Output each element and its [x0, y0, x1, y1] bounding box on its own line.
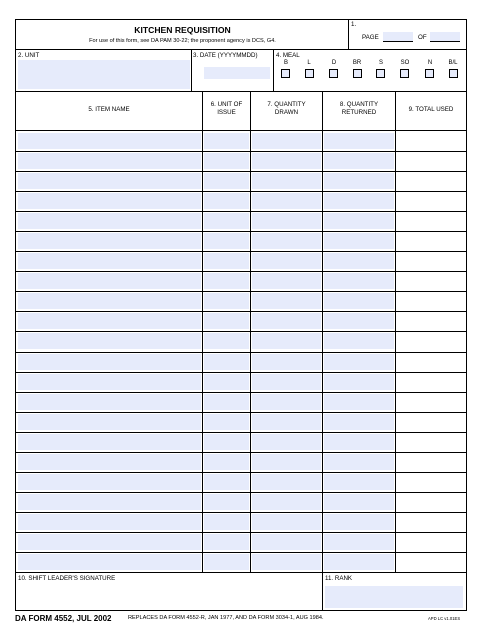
meal-option-n-label: N	[427, 60, 433, 66]
unit-of-issue-cell[interactable]	[204, 153, 249, 169]
unit-of-issue-cell[interactable]	[204, 454, 249, 470]
quantity-returned-cell[interactable]	[324, 253, 394, 269]
date-field[interactable]	[204, 67, 270, 79]
row-divider	[16, 492, 466, 493]
total-used-cell[interactable]	[397, 193, 465, 209]
block-number: 1.	[351, 21, 357, 28]
total-used-cell[interactable]	[397, 414, 465, 430]
meal-option-d-label: D	[331, 60, 337, 66]
item-name-cell[interactable]	[18, 233, 201, 249]
quantity-drawn-cell[interactable]	[252, 253, 321, 269]
unit-of-issue-cell[interactable]	[204, 434, 249, 450]
row-divider	[16, 331, 466, 332]
item-name-cell[interactable]	[18, 534, 201, 550]
item-name-cell[interactable]	[18, 374, 201, 390]
row-divider	[16, 352, 466, 353]
quantity-returned-cell[interactable]	[324, 133, 394, 149]
row-divider	[16, 291, 466, 292]
item-name-header: 5. ITEM NAME	[88, 106, 130, 113]
unit-of-issue-cell[interactable]	[204, 394, 249, 410]
quantity-drawn-cell[interactable]	[252, 153, 321, 169]
quantity-returned-cell[interactable]	[324, 454, 394, 470]
item-name-cell[interactable]	[18, 454, 201, 470]
unit-of-issue-cell[interactable]	[204, 414, 249, 430]
quantity-returned-cell[interactable]	[324, 333, 394, 349]
quantity-drawn-cell[interactable]	[252, 293, 321, 309]
quantity-drawn-header: 7. QUANTITY DRAWN	[267, 101, 306, 116]
unit-of-issue-cell[interactable]	[204, 354, 249, 370]
item-name-cell[interactable]	[18, 253, 201, 269]
total-used-header: 9. TOTAL USED	[408, 106, 454, 113]
meal-option-br-label: BR	[352, 60, 362, 66]
item-name-cell[interactable]	[18, 273, 201, 289]
total-used-cell[interactable]	[397, 394, 465, 410]
row-divider	[16, 372, 466, 373]
quantity-returned-cell[interactable]	[324, 193, 394, 209]
quantity-drawn-cell[interactable]	[252, 494, 321, 510]
total-used-cell[interactable]	[397, 454, 465, 470]
row-divider	[16, 251, 466, 252]
total-used-cell[interactable]	[397, 173, 465, 189]
quantity-returned-cell[interactable]	[324, 213, 394, 229]
meal-b-checkbox[interactable]	[281, 69, 290, 78]
unit-of-issue-cell[interactable]	[204, 213, 249, 229]
quantity-drawn-cell[interactable]	[252, 333, 321, 349]
item-name-cell[interactable]	[18, 434, 201, 450]
meal-label: 4. MEAL	[276, 52, 300, 59]
meal-option-l-label: L	[307, 60, 311, 66]
total-used-cell[interactable]	[397, 253, 465, 269]
row-divider	[16, 271, 466, 272]
quantity-drawn-cell[interactable]	[252, 414, 321, 430]
meal-n-checkbox[interactable]	[425, 69, 434, 78]
page-label: PAGE	[362, 34, 379, 41]
unit-of-issue-cell[interactable]	[204, 313, 249, 329]
signature-field[interactable]	[18, 584, 320, 609]
row-divider	[16, 512, 466, 513]
unit-of-issue-cell[interactable]	[204, 133, 249, 149]
quantity-drawn-cell[interactable]	[252, 474, 321, 490]
item-name-cell[interactable]	[18, 193, 201, 209]
total-used-cell[interactable]	[397, 354, 465, 370]
item-name-cell[interactable]	[18, 414, 201, 430]
unit-of-issue-cell[interactable]	[204, 173, 249, 189]
row-divider	[16, 472, 466, 473]
quantity-drawn-cell[interactable]	[252, 354, 321, 370]
quantity-returned-cell[interactable]	[324, 293, 394, 309]
quantity-drawn-cell[interactable]	[252, 213, 321, 229]
unit-of-issue-cell[interactable]	[204, 474, 249, 490]
meal-s-checkbox[interactable]	[376, 69, 385, 78]
quantity-drawn-cell[interactable]	[252, 374, 321, 390]
total-used-cell[interactable]	[397, 374, 465, 390]
unit-of-issue-cell[interactable]	[204, 293, 249, 309]
total-used-cell[interactable]	[397, 494, 465, 510]
unit-of-issue-cell[interactable]	[204, 494, 249, 510]
quantity-drawn-cell[interactable]	[252, 233, 321, 249]
unit-of-issue-cell[interactable]	[204, 534, 249, 550]
unit-field[interactable]	[18, 60, 190, 89]
total-used-cell[interactable]	[397, 133, 465, 149]
quantity-drawn-cell[interactable]	[252, 454, 321, 470]
requisition-form	[15, 19, 467, 611]
row-divider	[16, 171, 466, 172]
item-name-cell[interactable]	[18, 333, 201, 349]
quantity-returned-cell[interactable]	[324, 474, 394, 490]
unit-of-issue-header: 6. UNIT OF ISSUE	[210, 101, 243, 116]
quantity-drawn-cell[interactable]	[252, 313, 321, 329]
quantity-returned-cell[interactable]	[324, 394, 394, 410]
item-name-cell[interactable]	[18, 494, 201, 510]
quantity-returned-cell[interactable]	[324, 173, 394, 189]
quantity-drawn-cell[interactable]	[252, 273, 321, 289]
quantity-returned-cell[interactable]	[324, 354, 394, 370]
version-label: APD LC v1.01ES	[428, 616, 461, 621]
quantity-returned-cell[interactable]	[324, 534, 394, 550]
meal-d-checkbox[interactable]	[329, 69, 338, 78]
row-divider	[16, 151, 466, 152]
unit-of-issue-cell[interactable]	[204, 233, 249, 249]
quantity-returned-header: 8. QUANTITY RETURNED	[339, 101, 379, 116]
quantity-returned-cell[interactable]	[324, 554, 394, 570]
item-name-cell[interactable]	[18, 133, 201, 149]
date-label: 3. DATE (YYYYMMDD)	[193, 52, 258, 59]
quantity-drawn-cell[interactable]	[252, 434, 321, 450]
page-total-field[interactable]	[430, 32, 460, 41]
total-used-cell[interactable]	[397, 293, 465, 309]
signature-label: 10. SHIFT LEADER'S SIGNATURE	[18, 575, 116, 582]
quantity-returned-cell[interactable]	[324, 514, 394, 530]
unit-label: 2. UNIT	[18, 52, 40, 59]
quantity-drawn-cell[interactable]	[252, 534, 321, 550]
item-name-cell[interactable]	[18, 213, 201, 229]
meal-option-b-label: B	[283, 60, 288, 66]
quantity-returned-cell[interactable]	[324, 153, 394, 169]
rank-field[interactable]	[325, 586, 463, 608]
unit-of-issue-cell[interactable]	[204, 554, 249, 570]
replaces-note: REPLACES DA FORM 4552-R, JAN 1977, AND DA FORM 3034-1, AUG 1984.	[128, 615, 324, 621]
item-name-cell[interactable]	[18, 153, 201, 169]
item-name-cell[interactable]	[18, 514, 201, 530]
item-name-cell[interactable]	[18, 554, 201, 570]
page-number-field[interactable]	[383, 32, 413, 41]
unit-of-issue-cell[interactable]	[204, 273, 249, 289]
row-divider	[16, 452, 466, 453]
row-divider	[16, 311, 466, 312]
total-used-cell[interactable]	[397, 333, 465, 349]
row-divider	[16, 392, 466, 393]
item-name-cell[interactable]	[18, 293, 201, 309]
meal-l-checkbox[interactable]	[305, 69, 314, 78]
unit-of-issue-cell[interactable]	[204, 193, 249, 209]
total-used-cell[interactable]	[397, 554, 465, 570]
quantity-returned-cell[interactable]	[324, 494, 394, 510]
unit-of-issue-cell[interactable]	[204, 374, 249, 390]
quantity-returned-cell[interactable]	[324, 374, 394, 390]
meal-option-s-label: S	[378, 60, 383, 66]
quantity-drawn-cell[interactable]	[252, 514, 321, 530]
of-label: OF	[418, 34, 427, 41]
item-name-cell[interactable]	[18, 313, 201, 329]
form-subtitle: For use of this form, see DA PAM 30-22; the proponent agency is DCS, G4.	[89, 38, 276, 44]
quantity-drawn-cell[interactable]	[252, 173, 321, 189]
form-id: DA FORM 4552, JUL 2002	[15, 614, 112, 623]
item-name-cell[interactable]	[18, 173, 201, 189]
rank-label: 11. RANK	[325, 575, 353, 582]
total-used-cell[interactable]	[397, 434, 465, 450]
unit-of-issue-cell[interactable]	[204, 253, 249, 269]
row-divider	[16, 191, 466, 192]
item-name-cell[interactable]	[18, 354, 201, 370]
item-name-cell[interactable]	[18, 474, 201, 490]
total-used-cell[interactable]	[397, 273, 465, 289]
total-used-cell[interactable]	[397, 213, 465, 229]
quantity-returned-cell[interactable]	[324, 414, 394, 430]
meal-br-checkbox[interactable]	[353, 69, 362, 78]
total-used-cell[interactable]	[397, 153, 465, 169]
total-used-cell[interactable]	[397, 514, 465, 530]
quantity-returned-cell[interactable]	[324, 273, 394, 289]
total-used-cell[interactable]	[397, 313, 465, 329]
meal-so-checkbox[interactable]	[400, 69, 409, 78]
row-divider	[16, 432, 466, 433]
total-used-cell[interactable]	[397, 474, 465, 490]
quantity-drawn-cell[interactable]	[252, 394, 321, 410]
row-divider	[16, 231, 466, 232]
meal-option-bl-label: B/L	[448, 60, 458, 66]
meal-bl-checkbox[interactable]	[449, 69, 458, 78]
quantity-drawn-cell[interactable]	[252, 193, 321, 209]
quantity-drawn-cell[interactable]	[252, 554, 321, 570]
quantity-returned-cell[interactable]	[324, 313, 394, 329]
unit-of-issue-cell[interactable]	[204, 514, 249, 530]
form-title: KITCHEN REQUISITION	[134, 25, 231, 35]
item-name-cell[interactable]	[18, 394, 201, 410]
row-divider	[16, 552, 466, 553]
row-divider	[16, 532, 466, 533]
total-used-cell[interactable]	[397, 534, 465, 550]
total-used-cell[interactable]	[397, 233, 465, 249]
quantity-drawn-cell[interactable]	[252, 133, 321, 149]
row-divider	[16, 211, 466, 212]
quantity-returned-cell[interactable]	[324, 233, 394, 249]
quantity-returned-cell[interactable]	[324, 434, 394, 450]
unit-of-issue-cell[interactable]	[204, 333, 249, 349]
meal-option-so-label: SO	[400, 60, 410, 66]
row-divider	[16, 412, 466, 413]
